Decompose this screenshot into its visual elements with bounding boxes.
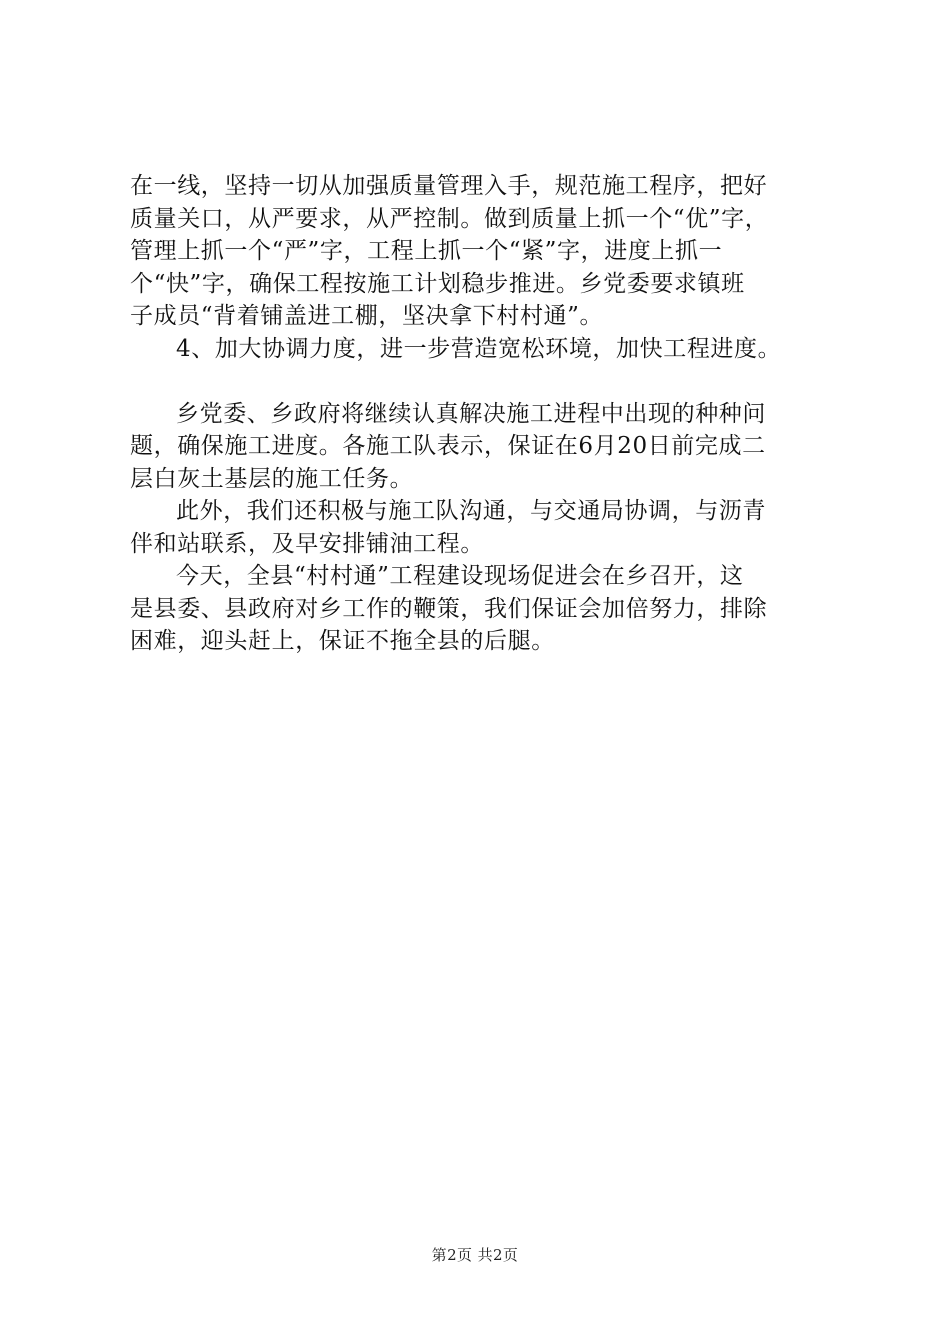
text-line: 4、加大协调力度，进一步营造宽松环境，加快工程进度。 bbox=[176, 335, 782, 362]
text-line: 层白灰土基层的施工任务。 bbox=[130, 465, 414, 492]
text-line: 此外，我们还积极与施工队沟通，与交通局协调，与沥青 bbox=[176, 498, 766, 524]
paragraph-coordination-cont bbox=[130, 528, 822, 561]
text-line: 是县委、县政府对乡工作的鞭策，我们保证会加倍努力，排除 bbox=[130, 595, 768, 622]
text-line: 题，确保施工进度。各施工队表示，保证在6月20日前完成二 bbox=[130, 433, 766, 459]
document-body bbox=[130, 170, 822, 658]
text-line: 在一线，坚持一切从加强质量管理入手，规范施工程序，把好 bbox=[130, 173, 768, 199]
text-line: 伴和站联系，及早安排铺油工程。 bbox=[130, 530, 484, 557]
paragraph-item-4 bbox=[130, 333, 822, 366]
text-line: 质量关口，从严要求，从严控制。做到质量上抓一个“优”字， bbox=[130, 205, 769, 232]
paragraph-coordination bbox=[130, 495, 822, 528]
page-footer bbox=[0, 1244, 950, 1265]
text-line: 乡党委、乡政府将继续认真解决施工进程中出现的种种问 bbox=[176, 400, 766, 427]
page-number-label: 第2页 共2页 bbox=[431, 1246, 519, 1264]
text-line: 困难，迎头赶上，保证不拖全县的后腿。 bbox=[130, 628, 555, 654]
paragraph-meeting bbox=[130, 560, 822, 593]
text-line: 子成员“背着铺盖进工棚，坚决拿下村村通”。 bbox=[130, 303, 604, 329]
paragraph-commitment bbox=[130, 398, 822, 431]
text-line: 管理上抓一个“严”字，工程上抓一个“紧”字，进度上抓一 bbox=[130, 238, 723, 264]
text-line: 今天，全县“村村通”工程建设现场促进会在乡召开，这 bbox=[176, 563, 744, 589]
paragraph-continuation bbox=[130, 170, 822, 333]
paragraph-commitment-cont bbox=[130, 430, 822, 495]
blank-line bbox=[130, 365, 822, 398]
paragraph-meeting-cont bbox=[130, 593, 822, 658]
text-line: 个“快”字，确保工程按施工计划稳步推进。乡党委要求镇班 bbox=[130, 270, 745, 297]
